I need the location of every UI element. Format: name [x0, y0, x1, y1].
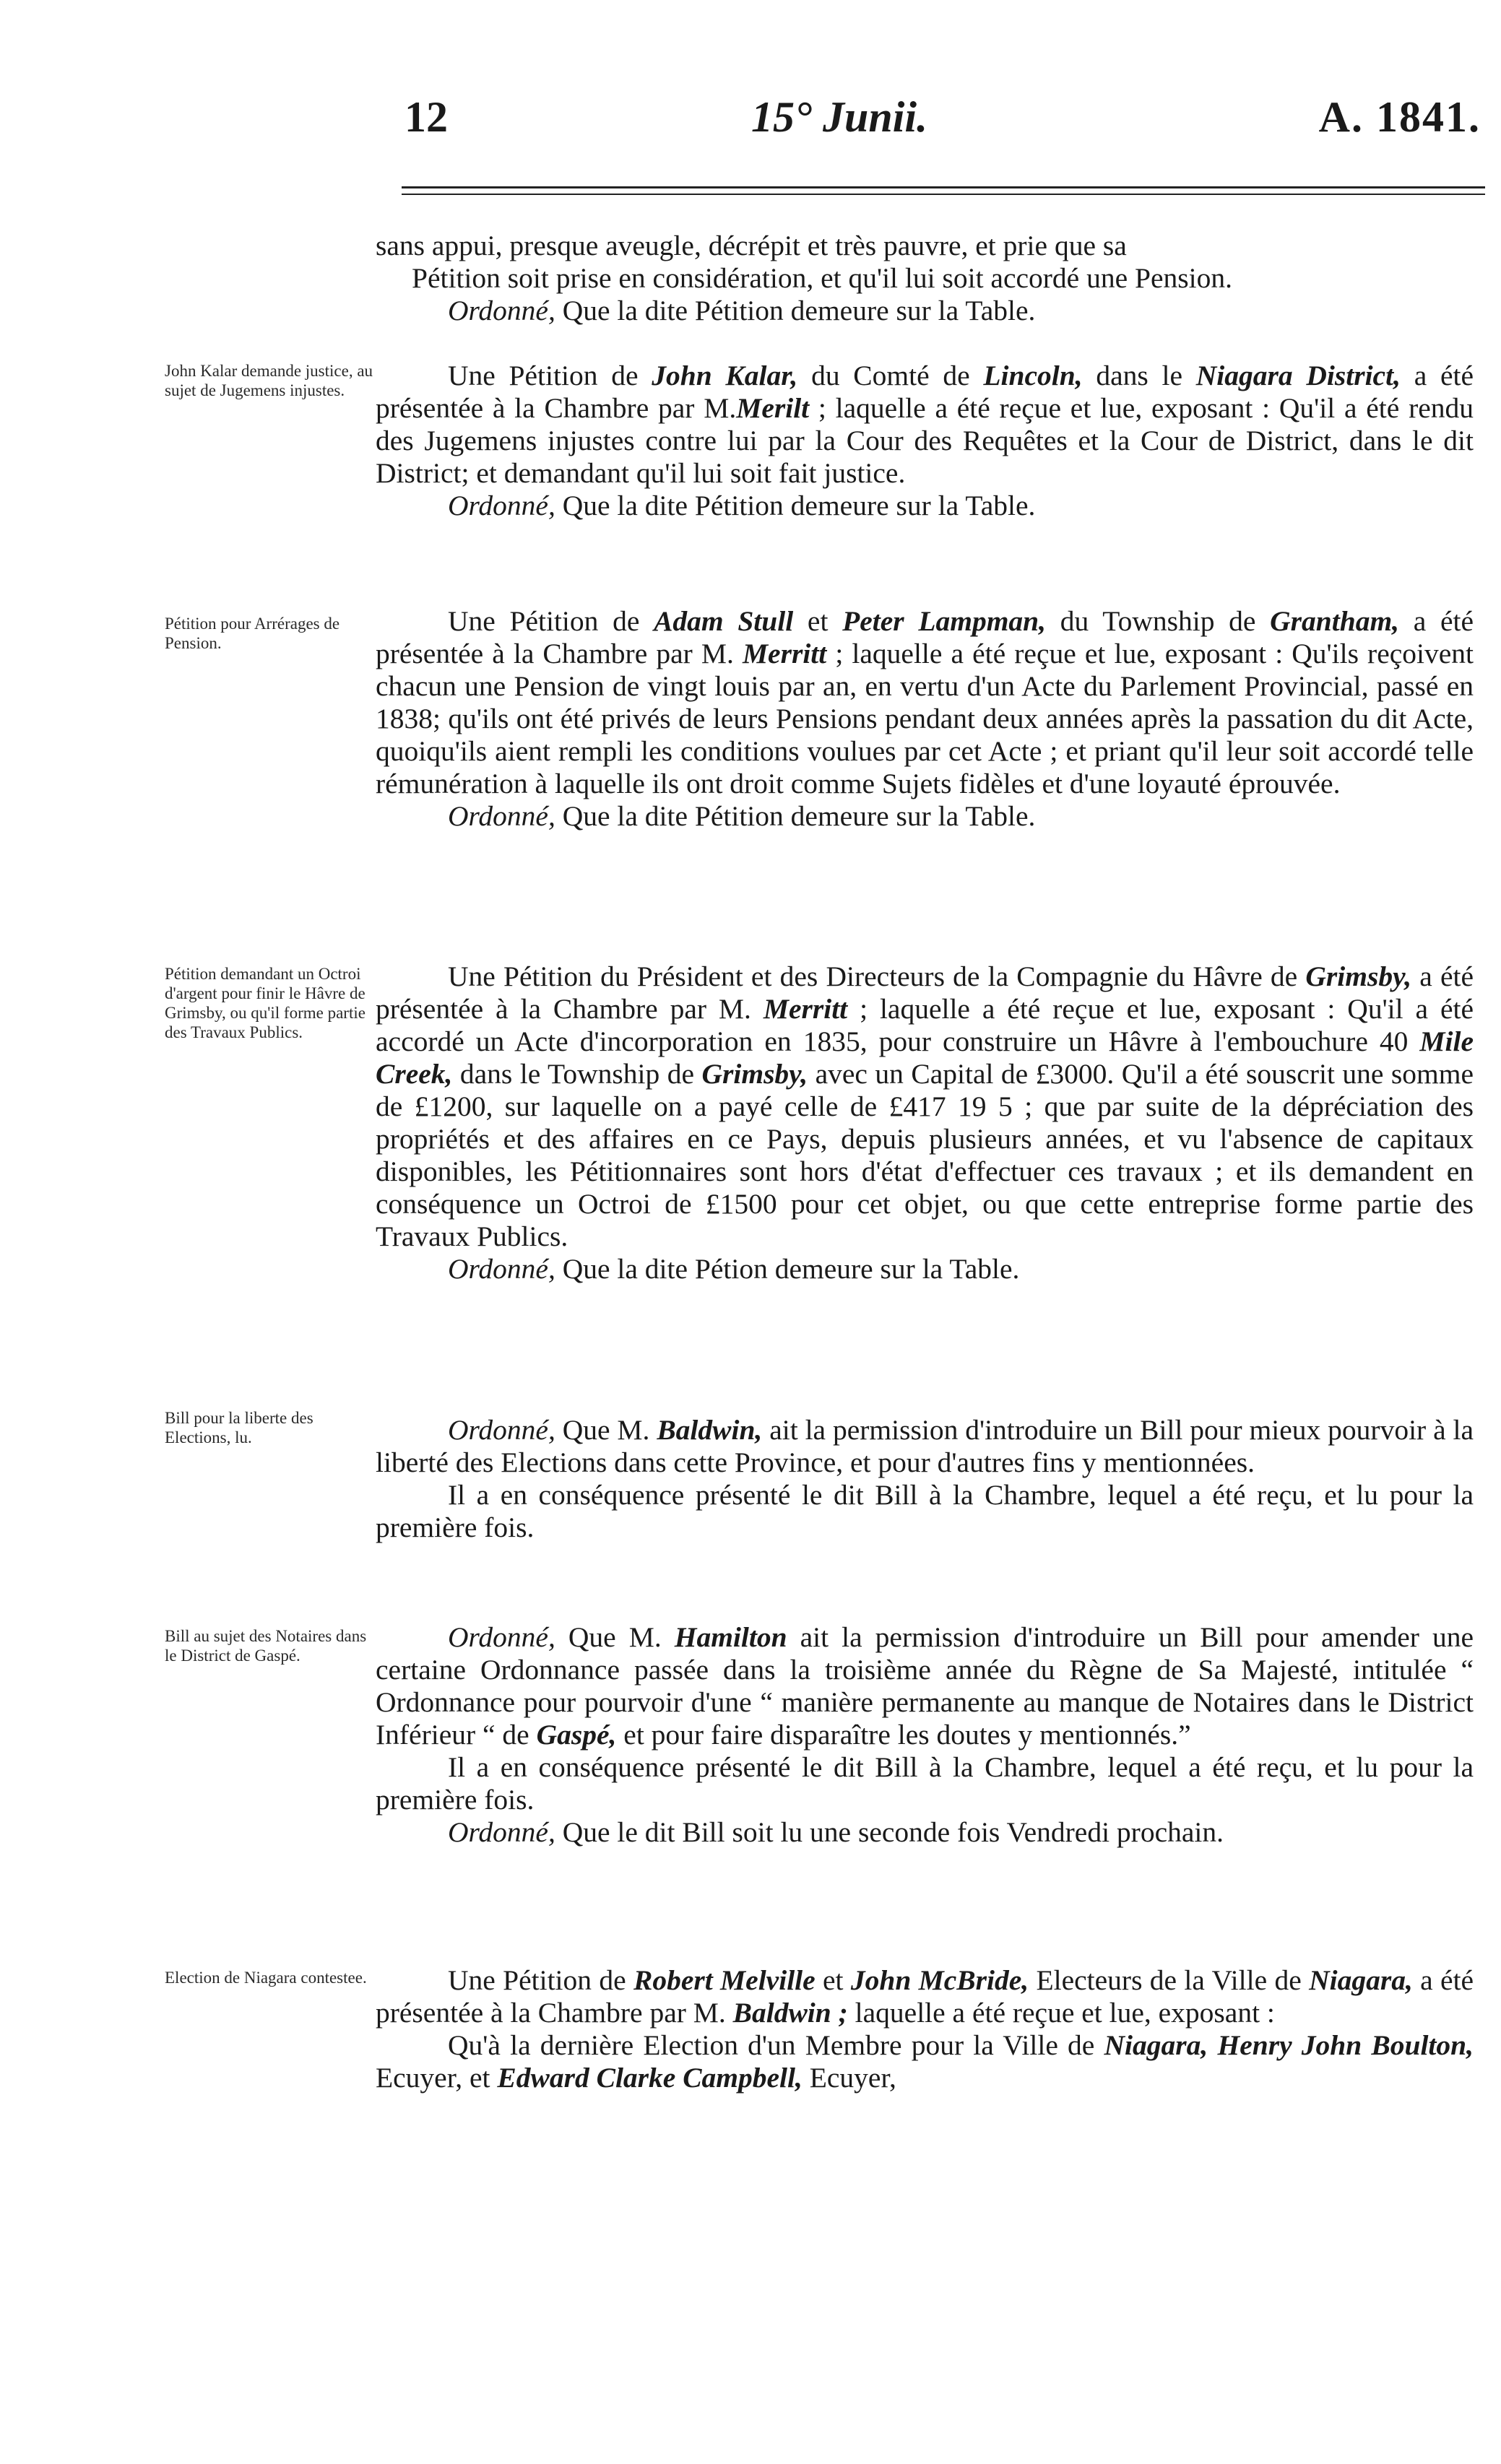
paragraph-elections	[376, 1414, 1474, 1544]
member-name: Merilt	[736, 392, 810, 424]
text: et	[807, 605, 829, 637]
person-name: Peter Lampman,	[842, 605, 1047, 637]
paragraph-body	[376, 2029, 1474, 2094]
sidenote-grimsby: Pétition demandant un Octroi d'argent pour finir le Hâvre de Grimsby, ou qu'il forme partie des Travaux Publics.	[165, 965, 365, 1041]
text: ; laquelle a été reçue et lue, exposant : Qu'il a été accordé un Acte d'incorporation en 1835, pour construire un Hâvre à l'embouchure 40	[376, 993, 1474, 1057]
ordonne-text: Que le dit Bill soit lu une seconde fois Vendredi prochain.	[562, 1816, 1224, 1848]
sidenote-notaires: Bill au sujet des Notaires dans le District de Gaspé.	[165, 1627, 367, 1665]
place-name: Grimsby,	[1305, 960, 1412, 992]
ordonne-text: Que la dite Pétition demeure sur la Table.	[562, 800, 1036, 832]
person-name: John McBride,	[850, 1964, 1029, 1996]
sidenote-pension: Pétition pour Arrérages de Pension.	[165, 615, 340, 652]
text-line: Pétition soit prise en considération, et qu'il lui soit accordé une Pension.	[412, 262, 1232, 294]
ordonne-word: Ordonné,	[448, 295, 555, 326]
member-name: Hamilton	[674, 1621, 787, 1653]
header-rule-bottom	[402, 194, 1485, 195]
ordonne-word: Ordonné,	[448, 1253, 555, 1285]
text: ; laquelle a été reçue et lue, exposant : Qu'il a été rendu des Jugemens injustes contre lui par la Cour des Requêtes et la Cour de District, dans le dit District; et demandant qu'il lui soit fait justice.	[376, 392, 1474, 489]
text: Une Pétition de	[448, 605, 640, 637]
member-name: Baldwin,	[657, 1414, 763, 1446]
person-name: Edward Clarke Campbell,	[497, 2062, 803, 2094]
creek-name: Mile Creek,	[376, 1025, 1474, 1090]
text: ait la permission d'introduire un Bill pour mieux pourvoir à la liberté des Elections dans cette Province, et pour d'autres fins y mentionnées.	[376, 1414, 1474, 1478]
ordonne-line	[376, 490, 1474, 522]
text: dans le	[1096, 360, 1182, 391]
text: du Comté de	[811, 360, 970, 391]
place-name: Niagara,	[1309, 1964, 1413, 1996]
text: a été présentée à la Chambre par M.	[376, 960, 1474, 1025]
sidenote-niagara: Election de Niagara contestee.	[165, 1969, 367, 1987]
text: a été présentée à la Chambre par M.	[376, 360, 1474, 424]
paragraph-body	[376, 605, 1474, 800]
person-name: Henry John Boulton,	[1217, 2029, 1474, 2061]
text: Une Pétition de	[448, 360, 639, 391]
text: Electeurs de la Ville de	[1036, 1964, 1302, 1996]
text: Une Pétition du Président et des Directeurs de la Compagnie du Hâvre de	[448, 960, 1298, 992]
ordonne-word: Ordonné,	[448, 1621, 555, 1653]
page-date	[751, 92, 927, 142]
ordonne-text: Que la dite Pétion demeure sur la Table.	[562, 1253, 1020, 1285]
date-text: 15° Junii.	[751, 93, 928, 141]
text: et pour faire disparaître les doutes y mentionnés.”	[623, 1719, 1191, 1751]
person-name: Robert Melville	[633, 1964, 816, 1996]
place-name: Grantham,	[1270, 605, 1400, 637]
paragraph-body: Il a en conséquence présenté le dit Bill à la Chambre, lequel a été reçu, et lu pour la première fois.	[376, 1479, 1474, 1543]
ordonne-word: Ordonné,	[448, 1816, 555, 1848]
text: avec un Capital de £3000. Qu'il a été souscrit une somme de £1200, sur laquelle on a payé celle de £417 19 5 ; que par suite de la dépréciation des propriétés et des affaires en ce Pays, depuis plusieurs années, et vu l'absence de capitaux disponibles, les Pétitionnaires sont hors d'état d'effectuer ces travaux ; et ils demandent en conséquence un Octroi de £1500 pour cet objet, ou que cette entreprise forme partie des Travaux Publics.	[376, 1058, 1474, 1252]
paragraph-pension	[376, 605, 1474, 833]
text: Une Pétition de	[448, 1964, 626, 1996]
text: a été présentée à la Chambre par M.	[376, 1964, 1474, 2029]
person-name: Adam Stull	[654, 605, 794, 637]
place-name: Lincoln,	[983, 360, 1083, 391]
text: laquelle a été reçue et lue, exposant :	[855, 1997, 1275, 2029]
text: dans le Township de	[459, 1058, 694, 1090]
person-name: John Kalar,	[652, 360, 798, 391]
paragraph-notaires	[376, 1621, 1474, 1849]
ordonne-line	[376, 1253, 1474, 1285]
member-name: Baldwin ;	[732, 1997, 848, 2029]
paragraph-body	[376, 960, 1474, 1253]
place-name: Gaspé,	[536, 1719, 617, 1751]
text: Ecuyer,	[809, 2062, 896, 2094]
ordonne-text: Que la dite Pétition demeure sur la Table.	[562, 295, 1036, 326]
sidenote-kalar: John Kalar demande justice, au sujet de Jugemens injustes.	[165, 362, 373, 399]
header-rule-top	[402, 186, 1485, 188]
ordonne-word: Ordonné,	[448, 1414, 555, 1446]
member-name: Merritt	[742, 638, 827, 669]
text: Que M.	[568, 1621, 662, 1653]
ordonne-text: Que la dite Pétition demeure sur la Table.	[562, 490, 1036, 521]
member-name: Merritt	[763, 993, 848, 1025]
ordonne-word: Ordonné,	[448, 800, 555, 832]
sidenote-elections: Bill pour la liberte des Elections, lu.	[165, 1409, 313, 1446]
page-header	[405, 92, 1488, 150]
paragraph-body	[376, 1621, 1474, 1751]
text: Ecuyer, et	[376, 2062, 490, 2094]
ordonne-word: Ordonné,	[448, 490, 555, 521]
text: Que M.	[562, 1414, 650, 1446]
text: ait la permission d'introduire un Bill pour amender une certaine Ordonnance passée dans la troisième année du Règne de Sa Majesté, intitulée “ Ordonnance pour pourvoir d'une “ manière permanente au manque de Notaires dans le District Inférieur “ de	[376, 1621, 1474, 1751]
district-name: Niagara District,	[1195, 360, 1401, 391]
paragraph-niagara	[376, 1964, 1474, 2094]
paragraph-kalar	[376, 360, 1474, 522]
ordonne-line	[376, 295, 1474, 327]
text: Qu'à la dernière Election d'un Membre pour la Ville de	[448, 2029, 1095, 2061]
paragraph-body	[376, 1964, 1474, 2029]
text: ; laquelle a été reçue et lue, exposant : Qu'ils reçoivent chacun une Pension de vingt louis par an, en vertu d'un Acte du Parlement Provincial, passé en 1838; qu'ils ont été privés de leurs Pensions pendant deux années après la passation du dit Acte, quoiqu'ils aient rempli les conditions voulues par cet Acte ; et priant qu'il leur soit accordé telle rémunération à laquelle ils ont droit comme Sujets fidèles et d'une loyauté éprouvée.	[376, 638, 1474, 799]
text: du Township de	[1060, 605, 1256, 637]
text: et	[823, 1964, 844, 1996]
text: a été présentée à la Chambre par M.	[376, 605, 1474, 669]
ordonne-line	[376, 1816, 1474, 1849]
paragraph-body: Il a en conséquence présenté le dit Bill à la Chambre, lequel a été reçu, et lu pour la première fois.	[376, 1751, 1474, 1816]
paragraph-body	[376, 1414, 1474, 1479]
text-line: sans appui, presque aveugle, décrépit et très pauvre, et prie que sa	[376, 230, 1127, 261]
place-name: Niagara,	[1104, 2029, 1208, 2061]
ordonne-line	[376, 800, 1474, 833]
page-year: A. 1841.	[1318, 93, 1481, 141]
place-name: Grimsby,	[701, 1058, 808, 1090]
page-number: 12	[405, 93, 448, 141]
paragraph-body	[376, 360, 1474, 490]
paragraph-grimsby	[376, 960, 1474, 1285]
paragraph-continued	[376, 230, 1474, 327]
